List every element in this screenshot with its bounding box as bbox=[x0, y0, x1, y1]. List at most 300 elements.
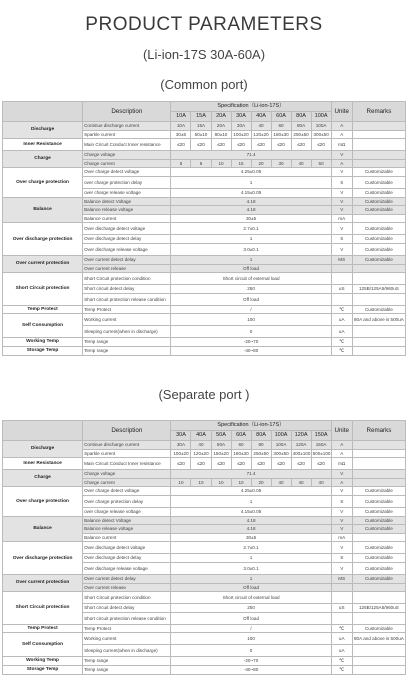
item-cell: Working current bbox=[83, 633, 171, 645]
category-cell: Charge bbox=[3, 470, 83, 487]
remark-cell: Customizable bbox=[352, 243, 405, 255]
remark-cell: 125B/125A5/960uS bbox=[352, 285, 405, 294]
header-model: 100A bbox=[271, 431, 291, 441]
remark-cell: Customizable bbox=[352, 495, 405, 507]
value-cell: ≤20 bbox=[171, 139, 191, 151]
table-row bbox=[3, 487, 406, 496]
remark-cell bbox=[352, 338, 405, 347]
item-cell: Temp range bbox=[83, 665, 171, 674]
unit-cell: ℃ bbox=[331, 657, 352, 666]
category-cell: Discharge bbox=[3, 122, 83, 139]
table-row bbox=[3, 657, 406, 666]
separate-port-heading: (Separate port ) bbox=[158, 387, 250, 402]
value-cell: 20 bbox=[251, 159, 271, 168]
category-cell: Over current protection bbox=[3, 574, 83, 591]
value-cell: 60 bbox=[231, 441, 251, 450]
value-cell: 50±10 bbox=[191, 130, 211, 139]
value-cell: 3.0±0.1 bbox=[171, 562, 331, 574]
table-row bbox=[3, 665, 406, 674]
category-cell: Self Consumption bbox=[3, 633, 83, 657]
unit-cell: V bbox=[331, 470, 352, 479]
remark-cell bbox=[352, 151, 405, 160]
remark-cell bbox=[352, 478, 405, 487]
header-specification: Specification（Li-ion-17S） bbox=[171, 102, 331, 112]
item-cell: Charge current bbox=[83, 159, 171, 168]
table-row bbox=[3, 542, 406, 554]
table-row bbox=[3, 633, 406, 645]
header-model: 100A bbox=[311, 112, 331, 122]
value-cell: 0 bbox=[171, 326, 331, 338]
unit-cell: mΩ bbox=[331, 139, 352, 151]
value-cell: 100±20 bbox=[231, 130, 251, 139]
item-cell: Over charge protection delay bbox=[83, 495, 171, 507]
header-model: 80A bbox=[251, 431, 271, 441]
item-cell: Main Circuit Conduct Inner resistance bbox=[83, 139, 171, 151]
item-cell: Charge current bbox=[83, 478, 171, 487]
value-cell: 10 bbox=[211, 478, 231, 487]
unit-cell: V bbox=[331, 542, 352, 554]
value-cell: 4.18 bbox=[171, 206, 331, 215]
unit-cell: V bbox=[331, 188, 352, 197]
category-cell: Discharge bbox=[3, 441, 83, 458]
item-cell: Short circuit protection release condition bbox=[83, 612, 171, 624]
value-cell: 40 bbox=[251, 122, 271, 131]
unit-cell: S bbox=[331, 235, 352, 244]
value-cell: 30A bbox=[171, 441, 191, 450]
remark-cell: 80A and above is 500uA bbox=[352, 314, 405, 326]
header-model: 150A bbox=[311, 431, 331, 441]
value-cell: ≤20 bbox=[211, 458, 231, 470]
table-row bbox=[3, 122, 406, 131]
unit-cell: A bbox=[331, 159, 352, 168]
unit-cell: V bbox=[331, 487, 352, 496]
remark-cell bbox=[352, 657, 405, 666]
value-cell: 1 bbox=[171, 495, 331, 507]
remark-cell: Customizable bbox=[352, 516, 405, 525]
table-row bbox=[3, 197, 406, 206]
separate-port-spec-table bbox=[2, 420, 406, 675]
remark-cell bbox=[352, 441, 405, 450]
category-cell: Balance bbox=[3, 516, 83, 542]
value-cell: Off load bbox=[171, 293, 331, 305]
value-cell: 5 bbox=[171, 159, 191, 168]
item-cell: Balance release voltage bbox=[83, 206, 171, 215]
remark-cell bbox=[352, 612, 405, 624]
unit-cell: V bbox=[331, 168, 352, 177]
value-cell: ≤20 bbox=[311, 458, 331, 470]
table-row bbox=[3, 255, 406, 264]
unit-cell bbox=[331, 612, 352, 624]
value-cell: ≤20 bbox=[191, 458, 211, 470]
item-cell: over charge protection delay bbox=[83, 176, 171, 188]
value-cell: 3.0±0.1 bbox=[171, 243, 331, 255]
value-cell: ≤20 bbox=[291, 458, 311, 470]
header-unit: Unite bbox=[331, 421, 352, 441]
remark-cell bbox=[352, 583, 405, 592]
unit-cell: uS bbox=[331, 604, 352, 613]
item-cell: Working current bbox=[83, 314, 171, 326]
remark-cell: Customizable bbox=[352, 487, 405, 496]
table-row bbox=[3, 346, 406, 355]
value-cell: Short circuit of external load bbox=[171, 592, 331, 604]
remark-cell bbox=[352, 665, 405, 674]
table-row bbox=[3, 151, 406, 160]
remark-cell bbox=[352, 159, 405, 168]
unit-cell bbox=[331, 592, 352, 604]
remark-cell: Customizable bbox=[352, 168, 405, 177]
item-cell: Short Circuit protection condition bbox=[83, 592, 171, 604]
unit-cell: MS bbox=[331, 574, 352, 583]
unit-cell: uA bbox=[331, 633, 352, 645]
remark-cell bbox=[352, 273, 405, 285]
value-cell: 100±20 bbox=[171, 449, 191, 458]
value-cell: 80 bbox=[251, 441, 271, 450]
remark-cell: Customizable bbox=[352, 574, 405, 583]
remark-cell: Customizable bbox=[352, 507, 405, 516]
unit-cell: A bbox=[331, 449, 352, 458]
value-cell: 71.4 bbox=[171, 151, 331, 160]
remark-cell bbox=[352, 122, 405, 131]
value-cell: 120±20 bbox=[251, 130, 271, 139]
value-cell: 4.25±0.05 bbox=[171, 168, 331, 177]
item-cell: Over discharge detect voltage bbox=[83, 223, 171, 235]
item-cell: Sparkle current bbox=[83, 449, 171, 458]
value-cell: 120A bbox=[291, 441, 311, 450]
remark-cell: Customizable bbox=[352, 206, 405, 215]
value-cell: / bbox=[171, 305, 331, 314]
header-model: 60A bbox=[231, 431, 251, 441]
value-cell: 180±30 bbox=[271, 130, 291, 139]
value-cell: 50A bbox=[211, 441, 231, 450]
value-cell: 100A bbox=[311, 122, 331, 131]
unit-cell: uA bbox=[331, 645, 352, 657]
remark-cell: Customizable bbox=[352, 188, 405, 197]
value-cell: 250 bbox=[171, 285, 331, 294]
value-cell: 4.15±0.05 bbox=[171, 507, 331, 516]
item-cell: Continue discharge current bbox=[83, 122, 171, 131]
value-cell: 1 bbox=[171, 255, 331, 264]
table-row bbox=[3, 470, 406, 479]
unit-cell: V bbox=[331, 507, 352, 516]
category-cell: Balance bbox=[3, 197, 83, 223]
value-cell: 40 bbox=[291, 478, 311, 487]
value-cell: ≤20 bbox=[191, 139, 211, 151]
item-cell: Temp range bbox=[83, 657, 171, 666]
item-cell: Continue discharge current bbox=[83, 441, 171, 450]
category-cell: Short Circuit protection bbox=[3, 592, 83, 625]
table-row bbox=[3, 338, 406, 347]
value-cell: 71.4 bbox=[171, 470, 331, 479]
unit-cell: V bbox=[331, 197, 352, 206]
category-cell: Working Temp bbox=[3, 657, 83, 666]
category-cell: Storage Temp bbox=[3, 665, 83, 674]
value-cell: 1 bbox=[171, 574, 331, 583]
page-title: PRODUCT PARAMETERS bbox=[85, 14, 323, 35]
value-cell: 2.7±0.1 bbox=[171, 542, 331, 554]
value-cell: 0 bbox=[171, 645, 331, 657]
item-cell: Temp Protect bbox=[83, 624, 171, 633]
header-model: 40A bbox=[191, 431, 211, 441]
common-port-heading: (Common port) bbox=[160, 77, 248, 92]
unit-cell: uS bbox=[331, 285, 352, 294]
value-cell: 120±20 bbox=[191, 449, 211, 458]
table-row bbox=[3, 223, 406, 235]
category-cell: Over current protection bbox=[3, 255, 83, 272]
item-cell: Balance release voltage bbox=[83, 525, 171, 534]
remark-cell bbox=[352, 533, 405, 542]
value-cell: 30 bbox=[271, 159, 291, 168]
category-cell: Storage Temp bbox=[3, 346, 83, 355]
table-row bbox=[3, 305, 406, 314]
header-specification: Specification（Li-ion-17S） bbox=[171, 421, 331, 431]
value-cell: -40~80 bbox=[171, 346, 331, 355]
unit-cell: ℃ bbox=[331, 305, 352, 314]
item-cell: Charge voltage bbox=[83, 470, 171, 479]
unit-cell: mA bbox=[331, 533, 352, 542]
value-cell: 100 bbox=[171, 314, 331, 326]
unit-cell bbox=[331, 583, 352, 592]
header-remarks: Remarks bbox=[352, 421, 405, 441]
item-cell: Balance current bbox=[83, 214, 171, 223]
value-cell: ≤20 bbox=[231, 139, 251, 151]
remark-cell: Customizable bbox=[352, 197, 405, 206]
remark-cell bbox=[352, 130, 405, 139]
value-cell: 1 bbox=[171, 235, 331, 244]
item-cell: Over discharge detect voltage bbox=[83, 542, 171, 554]
item-cell: Over current detect delay bbox=[83, 574, 171, 583]
item-cell: Balance detect Voltage bbox=[83, 516, 171, 525]
header-model: 120A bbox=[291, 431, 311, 441]
value-cell: 250±50 bbox=[291, 130, 311, 139]
value-cell: ≤20 bbox=[231, 458, 251, 470]
header-model: 20A bbox=[211, 112, 231, 122]
value-cell: -20~70 bbox=[171, 657, 331, 666]
unit-cell: MS bbox=[331, 255, 352, 264]
value-cell: 30A bbox=[231, 122, 251, 131]
item-cell: Balance current bbox=[83, 533, 171, 542]
header-model: 50A bbox=[211, 431, 231, 441]
header-description: Description bbox=[83, 421, 171, 441]
remark-cell bbox=[352, 326, 405, 338]
remark-cell: Customizable bbox=[352, 223, 405, 235]
value-cell: 500±100 bbox=[311, 449, 331, 458]
item-cell: over charge release voltage bbox=[83, 507, 171, 516]
header-model: 30A bbox=[231, 112, 251, 122]
value-cell: Off load bbox=[171, 264, 331, 273]
unit-cell bbox=[331, 264, 352, 273]
value-cell: 20A bbox=[211, 122, 231, 131]
value-cell: 300±50 bbox=[311, 130, 331, 139]
remark-cell bbox=[352, 293, 405, 305]
value-cell: 250 bbox=[171, 604, 331, 613]
value-cell: 80A bbox=[291, 122, 311, 131]
value-cell: 300±50 bbox=[271, 449, 291, 458]
remark-cell: Customizable bbox=[352, 305, 405, 314]
value-cell: 60 bbox=[271, 122, 291, 131]
remark-cell: 80A and above is 500uA bbox=[352, 633, 405, 645]
value-cell: ≤20 bbox=[271, 458, 291, 470]
value-cell: 250±50 bbox=[251, 449, 271, 458]
unit-cell: ℃ bbox=[331, 665, 352, 674]
value-cell: 10 bbox=[171, 478, 191, 487]
value-cell: 4.25±0.05 bbox=[171, 487, 331, 496]
table-row bbox=[3, 273, 406, 285]
value-cell: ≤20 bbox=[171, 458, 191, 470]
value-cell: 100A bbox=[271, 441, 291, 450]
unit-cell: ℃ bbox=[331, 624, 352, 633]
unit-cell: S bbox=[331, 554, 352, 563]
table-row bbox=[3, 458, 406, 470]
remark-cell: Customizable bbox=[352, 176, 405, 188]
item-cell: Charge voltage bbox=[83, 151, 171, 160]
remark-cell: Customizable bbox=[352, 235, 405, 244]
category-cell: Over charge protection bbox=[3, 487, 83, 516]
unit-cell: mA bbox=[331, 214, 352, 223]
unit-cell: V bbox=[331, 206, 352, 215]
value-cell: ≤20 bbox=[211, 139, 231, 151]
unit-cell: V bbox=[331, 562, 352, 574]
value-cell: 180±30 bbox=[231, 449, 251, 458]
value-cell: 4.18 bbox=[171, 525, 331, 534]
header-model: 40A bbox=[251, 112, 271, 122]
unit-cell: V bbox=[331, 525, 352, 534]
table-row bbox=[3, 314, 406, 326]
value-cell: 80±10 bbox=[211, 130, 231, 139]
common-port-spec-table bbox=[2, 101, 406, 356]
value-cell: 150±20 bbox=[211, 449, 231, 458]
value-cell: Off load bbox=[171, 612, 331, 624]
item-cell: Over current release bbox=[83, 583, 171, 592]
value-cell: -40~80 bbox=[171, 665, 331, 674]
item-cell: Over discharge detect delay bbox=[83, 554, 171, 563]
remark-cell bbox=[352, 458, 405, 470]
value-cell: 20 bbox=[251, 478, 271, 487]
item-cell: Short Circuit protection condition bbox=[83, 273, 171, 285]
category-cell: Over charge protection bbox=[3, 168, 83, 197]
remark-cell bbox=[352, 214, 405, 223]
item-cell: Over current release bbox=[83, 264, 171, 273]
item-cell: Sleeping current(when in discharge) bbox=[83, 645, 171, 657]
value-cell: 30±5 bbox=[171, 130, 191, 139]
value-cell: 400±100 bbox=[291, 449, 311, 458]
header-remarks: Remarks bbox=[352, 102, 405, 122]
header-model: 15A bbox=[191, 112, 211, 122]
header-blank bbox=[3, 421, 83, 441]
item-cell: Over charge detect voltage bbox=[83, 168, 171, 177]
category-cell: Temp Protect bbox=[3, 624, 83, 633]
table-row bbox=[3, 168, 406, 177]
remark-cell: Customizable bbox=[352, 255, 405, 264]
remark-cell: Customizable bbox=[352, 562, 405, 574]
item-cell: Sleeping current(when in discharge) bbox=[83, 326, 171, 338]
value-cell: 40 bbox=[191, 441, 211, 450]
value-cell: 50 bbox=[311, 159, 331, 168]
header-model: 60A bbox=[271, 112, 291, 122]
unit-cell: mΩ bbox=[331, 458, 352, 470]
item-cell: Balance detect Voltage bbox=[83, 197, 171, 206]
item-cell: over charge release voltage bbox=[83, 188, 171, 197]
header-description: Description bbox=[83, 102, 171, 122]
category-cell: Charge bbox=[3, 151, 83, 168]
unit-cell: A bbox=[331, 441, 352, 450]
value-cell: 10 bbox=[191, 478, 211, 487]
page-subtitle: (Li-ion-17S 30A-60A) bbox=[142, 47, 266, 62]
item-cell: Temp Protect bbox=[83, 305, 171, 314]
value-cell: 40 bbox=[271, 478, 291, 487]
category-cell: Inner Resistance bbox=[3, 458, 83, 470]
value-cell: ≤20 bbox=[251, 458, 271, 470]
unit-cell: S bbox=[331, 495, 352, 507]
unit-cell: A bbox=[331, 130, 352, 139]
unit-cell: uA bbox=[331, 326, 352, 338]
category-cell: Working Temp bbox=[3, 338, 83, 347]
value-cell: 4.15±0.05 bbox=[171, 188, 331, 197]
unit-cell: ℃ bbox=[331, 346, 352, 355]
item-cell: Short circuit detect delay bbox=[83, 285, 171, 294]
item-cell: Temp range bbox=[83, 338, 171, 347]
table-row bbox=[3, 441, 406, 450]
item-cell: Over charge detect voltage bbox=[83, 487, 171, 496]
unit-cell: S bbox=[331, 176, 352, 188]
remark-cell bbox=[352, 470, 405, 479]
value-cell: 30±5 bbox=[171, 214, 331, 223]
table-row bbox=[3, 624, 406, 633]
value-cell: 8 bbox=[191, 159, 211, 168]
category-cell: Short Circuit protection bbox=[3, 273, 83, 306]
value-cell: 2.7±0.1 bbox=[171, 223, 331, 235]
value-cell: 1 bbox=[171, 176, 331, 188]
value-cell: 1 bbox=[171, 554, 331, 563]
item-cell: Main Circuit Conduct Inner resistance bbox=[83, 458, 171, 470]
remark-cell: Customizable bbox=[352, 624, 405, 633]
value-cell: 150A bbox=[311, 441, 331, 450]
unit-cell: A bbox=[331, 122, 352, 131]
table-row bbox=[3, 592, 406, 604]
value-cell: 10A bbox=[171, 122, 191, 131]
value-cell: 40 bbox=[291, 159, 311, 168]
header-unit: Unite bbox=[331, 102, 352, 122]
value-cell: / bbox=[171, 624, 331, 633]
item-cell: Over discharge release voltage bbox=[83, 243, 171, 255]
remark-cell: Customizable bbox=[352, 554, 405, 563]
category-cell: Self Consumption bbox=[3, 314, 83, 338]
value-cell: 15A bbox=[191, 122, 211, 131]
value-cell: 10 bbox=[231, 478, 251, 487]
item-cell: Short circuit detect delay bbox=[83, 604, 171, 613]
item-cell: Over current detect delay bbox=[83, 255, 171, 264]
category-cell: Over discharge protection bbox=[3, 223, 83, 256]
unit-cell: V bbox=[331, 151, 352, 160]
header-model: 10A bbox=[171, 112, 191, 122]
remark-cell bbox=[352, 264, 405, 273]
table-row bbox=[3, 574, 406, 583]
remark-cell: Customizable bbox=[352, 542, 405, 554]
item-cell: Over discharge detect delay bbox=[83, 235, 171, 244]
unit-cell: V bbox=[331, 243, 352, 255]
table-row bbox=[3, 516, 406, 525]
category-cell: Inner Resistance bbox=[3, 139, 83, 151]
unit-cell: V bbox=[331, 223, 352, 235]
value-cell: Short circuit of external load bbox=[171, 273, 331, 285]
value-cell: 40 bbox=[311, 478, 331, 487]
unit-cell: uA bbox=[331, 314, 352, 326]
header-model: 30A bbox=[171, 431, 191, 441]
header-blank bbox=[3, 102, 83, 122]
unit-cell: V bbox=[331, 516, 352, 525]
item-cell: Sparkle current bbox=[83, 130, 171, 139]
value-cell: 15 bbox=[231, 159, 251, 168]
table-row bbox=[3, 139, 406, 151]
